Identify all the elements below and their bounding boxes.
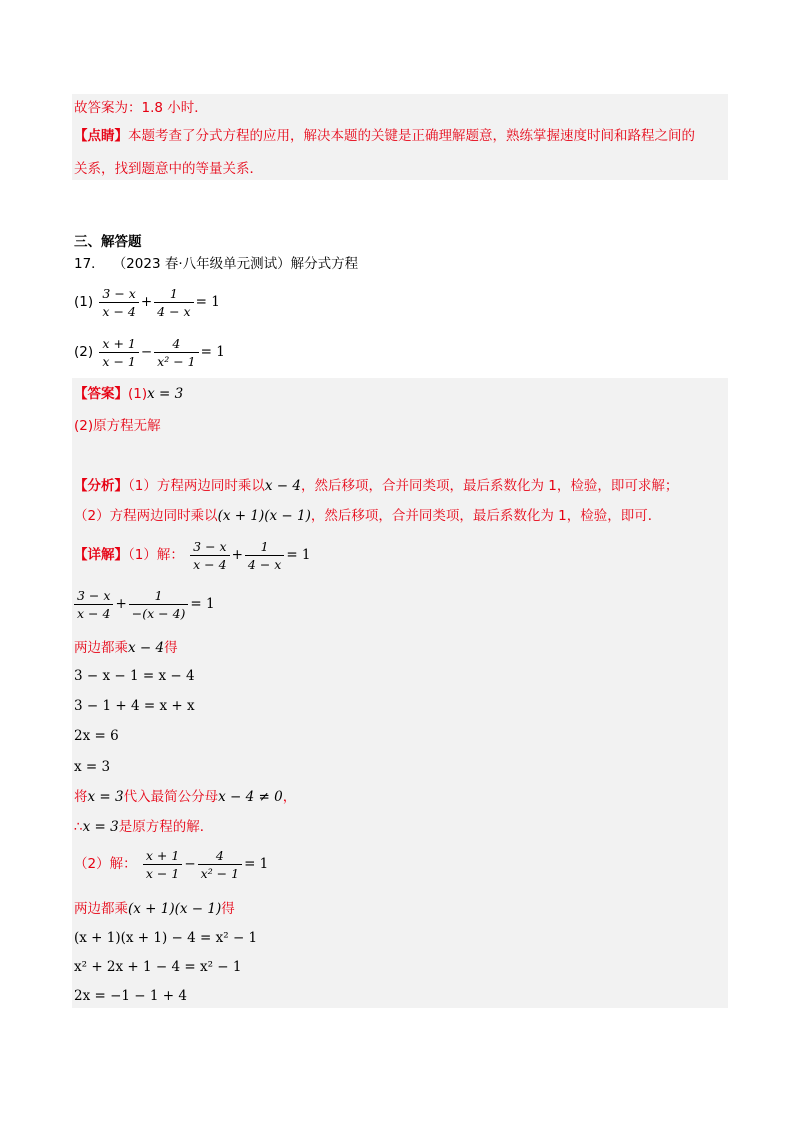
analysis-expr: x − 4: [264, 478, 301, 494]
answer-tag: 【答案】: [74, 386, 128, 402]
detail-step: [74, 986, 187, 1006]
answer-line-1: [74, 384, 183, 404]
detail-step: [74, 957, 242, 977]
rhs: = 1: [286, 547, 311, 563]
detail-step-rewrite: $\frac{3 - x}{x - 4}$ + $\frac{1}{-(x - 4)}$ = 1: [74, 586, 215, 622]
step-expr: 2x = −1 − 1 + 4: [74, 988, 187, 1004]
numerator: 3 − x: [74, 587, 113, 605]
analysis-line-1: [74, 476, 678, 496]
problem-number: 17．: [74, 256, 105, 272]
detail-step: [74, 928, 257, 948]
denominator: x − 4: [77, 605, 111, 621]
operator: −: [140, 344, 153, 360]
numerator: 4: [198, 847, 242, 865]
numerator: 4: [154, 335, 198, 353]
fraction: [190, 538, 229, 573]
operator: −: [184, 856, 196, 872]
step-expr: x² + 2x + 1 − 4 = x² − 1: [74, 959, 242, 975]
step-expr: 3 − 1 + 4 = x + x: [74, 698, 195, 714]
detail-expr: (x + 1)(x − 1): [128, 901, 222, 917]
detail-text: 是原方程的解．: [118, 819, 214, 835]
section-title-text: 三、解答题: [74, 234, 142, 250]
detail-tag: 【详解】: [74, 547, 128, 563]
analysis-tag: 【分析】: [74, 478, 128, 494]
analysis-text: ，然后移项，合并同类项，最后系数化为 1，检验，即可．: [310, 508, 662, 524]
rhs: = 1: [244, 856, 269, 872]
rhs: = 1: [200, 344, 225, 360]
answer-part-1-expr: x = 3: [147, 386, 184, 402]
detail-conclusion: [74, 817, 213, 837]
detail-multiply-2: [74, 899, 235, 919]
analysis-text: （1）方程两边同时乘以: [128, 478, 265, 494]
detail-check: [74, 787, 296, 807]
comment-tag: 【点睛】: [74, 128, 128, 144]
analysis-text: ，然后移项，合并同类项，最后系数化为 1，检验，即可求解；: [300, 478, 679, 494]
detail-step: [74, 666, 195, 686]
detail-expr: x = 3: [87, 789, 124, 805]
detail-text: 得: [164, 640, 178, 656]
equation-2: [74, 334, 225, 370]
fraction: [143, 847, 182, 882]
therefore-symbol: ∴: [74, 819, 83, 835]
fraction: [74, 587, 113, 622]
step-expr: 3 − x − 1 = x − 4: [74, 668, 195, 684]
step-expr: 2x = 6: [74, 728, 119, 744]
fraction: [154, 335, 198, 370]
numerator: 3 − x: [99, 285, 138, 303]
analysis-text: （2）方程两边同时乘以: [74, 508, 218, 524]
detail-expr: x = 3: [82, 819, 119, 835]
step-expr: x = 3: [74, 759, 111, 775]
rhs: = 1: [190, 596, 215, 612]
denominator: 4 − x: [247, 556, 282, 572]
section-title: [74, 232, 142, 252]
answer-line-2: [74, 416, 161, 436]
fraction: [198, 847, 242, 882]
step-expr: (x + 1)(x + 1) − 4 = x² − 1: [74, 930, 258, 946]
answer-part-1-label: (1): [128, 386, 148, 402]
denominator: x² − 1: [200, 865, 240, 881]
denominator: x − 4: [102, 303, 136, 319]
denominator: x − 4: [193, 556, 227, 572]
detail-text: 代入最简公分母: [123, 789, 219, 805]
comment-line-1: [74, 126, 695, 146]
detail-text: 两边都乘: [74, 640, 128, 656]
denominator: 4 − x: [157, 303, 191, 319]
numerator: 1: [245, 538, 284, 556]
rhs: = 1: [195, 294, 220, 310]
operator: +: [140, 294, 153, 310]
comment-text-1: 本题考查了分式方程的应用，解决本题的关键是正确理解题意，熟练掌握速度时间和路程之间的: [128, 128, 695, 144]
analysis-expr: (x + 1)(x − 1): [217, 508, 311, 524]
fraction: [154, 285, 193, 320]
comment-text-2: 关系，找到题意中的等量关系．: [74, 161, 263, 177]
detail-expr: x − 4: [128, 640, 165, 656]
detail-multiply-1: [74, 638, 178, 658]
numerator: 1: [129, 587, 189, 605]
equation-1: [74, 284, 220, 320]
answer-part-2: (2)原方程无解: [74, 418, 161, 434]
fraction: [99, 335, 138, 370]
numerator: 3 − x: [190, 538, 229, 556]
detail-step: [74, 757, 110, 777]
denominator: x − 1: [145, 865, 180, 881]
numerator: x + 1: [99, 335, 138, 353]
analysis-line-2: [74, 506, 661, 526]
detail-expr: x − 4 ≠ 0: [218, 789, 283, 805]
answer-conclusion: [74, 98, 208, 118]
denominator: x² − 1: [157, 353, 196, 369]
detail-part-2: [74, 846, 268, 882]
denominator: x − 1: [102, 353, 136, 369]
detail-text: 得: [221, 901, 235, 917]
problem-source: （2023 春·八年级单元测试）解分式方程: [112, 256, 359, 272]
detail-part-1-intro: （1）解：: [128, 547, 184, 563]
fraction: [99, 285, 138, 320]
operator: +: [231, 547, 243, 563]
numerator: 1: [154, 285, 193, 303]
detail-text: ，: [282, 789, 297, 805]
denominator: −(x − 4): [131, 605, 186, 621]
problem-statement: [74, 254, 358, 274]
part-1-label: (1): [74, 294, 94, 310]
part-2-label: (2): [74, 344, 94, 360]
detail-step: [74, 726, 119, 746]
detail-line-1: [74, 537, 311, 573]
detail-step: [74, 696, 195, 716]
numerator: x + 1: [143, 847, 182, 865]
fraction: [245, 538, 284, 573]
comment-line-2: [74, 159, 263, 179]
detail-text: 两边都乘: [74, 901, 128, 917]
detail-part-2-intro: （2）解：: [74, 856, 137, 872]
fraction: [129, 587, 189, 622]
answer-conclusion-text: 故答案为：1.8 小时．: [74, 100, 208, 116]
detail-text: 将: [74, 789, 88, 805]
